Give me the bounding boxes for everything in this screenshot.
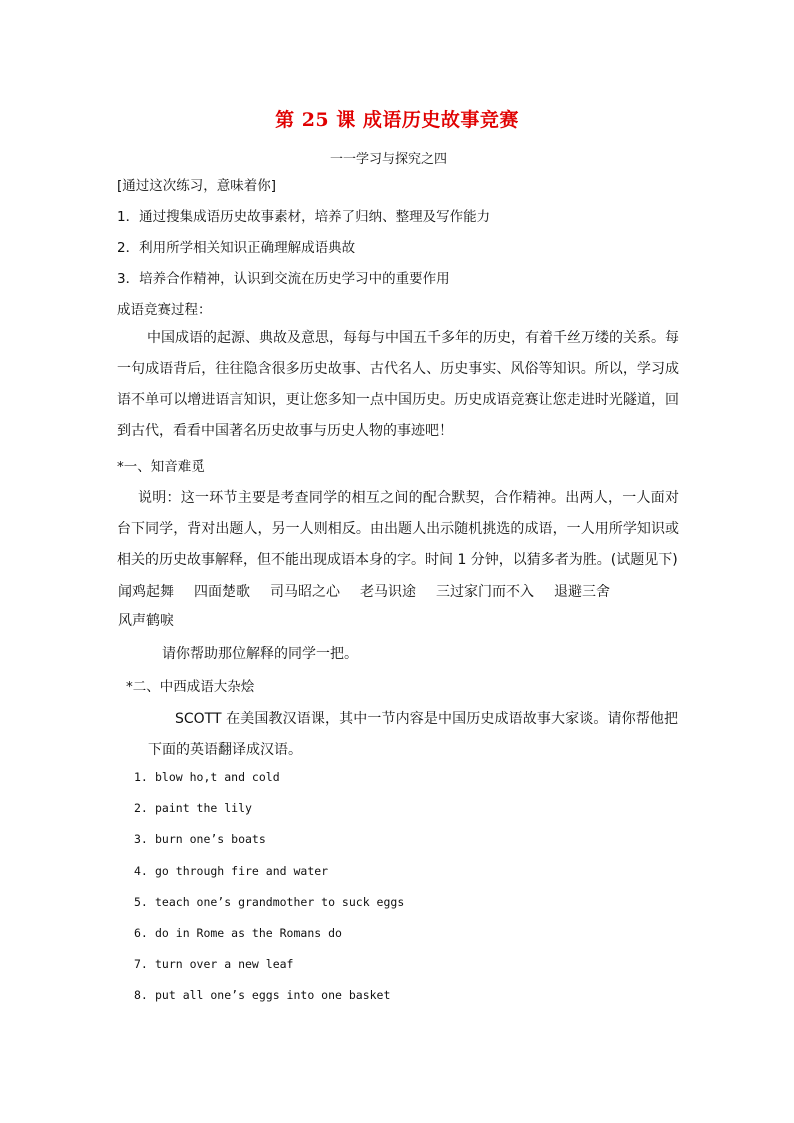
goal-item: 2．利用所学相关知识正确理解成语典故 — [117, 240, 356, 256]
list-item: 7. turn over a new leaf — [134, 957, 294, 972]
list-item: 2. paint the lily — [134, 801, 252, 816]
idiom-item: 风声鹤唳 — [118, 613, 174, 629]
section-heading: *一、知音难觅 — [117, 459, 205, 475]
idiom-item: 三过家门而不入 — [436, 584, 534, 600]
list-item: 4. go through fire and water — [134, 863, 329, 878]
section-heading: *二、中西成语大杂烩 — [126, 679, 255, 695]
idiom-item: 司马昭之心 — [270, 584, 340, 600]
idiom-item: 退避三舍 — [554, 584, 610, 600]
lesson-subtitle: 一一学习与探究之四 — [330, 152, 448, 167]
section-description: 说明：这一环节主要是考查同学的相互之间的配合默契，合作精神。出两人，一人面对台下同学，背对出题人，另一人则相反。由出题人出示随机挑选的成语，一人用所学知识或相关的历史故事解释，但不能出现成语本身的字。时间 1 分钟，以猜多者为胜。(试题见下) — [117, 490, 679, 568]
lesson-title: 第 25 课 成语历史故事竞赛 — [275, 109, 519, 131]
goal-item: 3．培养合作精神，认识到交流在历史学习中的重要作用 — [117, 271, 450, 287]
intro-heading: [通过这次练习，意味着你] — [117, 178, 277, 194]
list-item: 8. put all one’s eggs into one basket — [134, 988, 391, 1003]
goal-item: 1．通过搜集成语历史故事素材，培养了归纳、整理及写作能力 — [117, 209, 491, 225]
list-item: 3. burn one’s boats — [134, 832, 266, 847]
section-prompt: 请你帮助那位解释的同学一把。 — [162, 646, 358, 662]
list-item: 1. blow ho,t and cold — [134, 770, 280, 784]
intro-paragraph: 中国成语的起源、典故及意思，每每与中国五千多年的历史，有着千丝万缕的关系。每一句成语背后，往往隐含很多历史故事、古代名人、历史事实、风俗等知识。所以，学习成语不单可以增进语言知识，更让您多知一点中国历史。历史成语竞赛让您走进时光隧道，回到古代，看看中国著名历史故事与历史人物的事迹吧！ — [117, 330, 679, 439]
process-heading: 成语竞赛过程： — [117, 302, 212, 318]
idiom-item: 四面楚歌 — [194, 584, 250, 600]
list-item: 6. do in Rome as the Romans do — [134, 925, 342, 940]
idiom-item: 老马识途 — [360, 584, 416, 600]
idiom-list — [118, 578, 688, 636]
translation-list — [134, 767, 404, 1017]
section-description: SCOTT 在美国教汉语课，其中一节内容是中国历史成语故事大家谈。请你帮他把下面的英语翻译成汉语。 — [148, 711, 678, 758]
idiom-item: 闻鸡起舞 — [118, 584, 174, 600]
list-item: 5. teach one’s grandmother to suck eggs — [134, 894, 405, 909]
